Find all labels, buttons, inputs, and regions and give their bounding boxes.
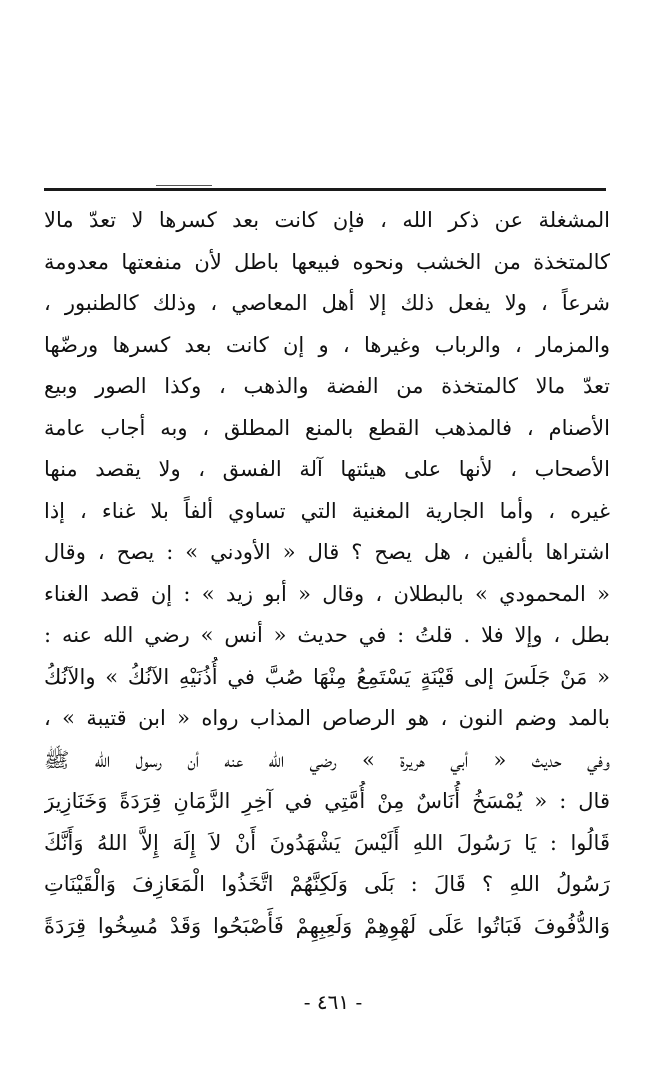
text-line: اشتراها بألفين ، هل يصح ؟ قال « الأودني » : يصح ، وقال: [44, 540, 610, 564]
text-line: شرعاً ، ولا يفعل ذلك إلا أهل المعاصي ، وذلك كالطنبور ،: [44, 291, 610, 315]
text-line: « المحمودي » بالبطلان ، وقال « أبو زيد » : إن قصد الغناء: [44, 581, 610, 606]
header-rule-short: [156, 185, 212, 186]
text-line: كالمتخذة من الخشب ونحوه فبيعها باطل لأن منفعتها معدومة: [44, 249, 610, 274]
text-line: وفي حديث « أبي هريرة » رضي الله عنه أن رسول الله ﷺ: [44, 747, 610, 772]
hadith-line: قال : « يُمْسَخُ أُنَاسٌ مِنْ أُمَّتِي في آخِرِ الزَّمَانِ قِرَدَةً وَخَنَازِيرَ: [44, 789, 610, 813]
text-line: الأصحاب ، لأنها على هيئتها آلة الفسق ، ولا يقصد منها: [44, 457, 610, 481]
hadith-line: قَالُوا : يَا رَسُولَ اللهِ أَلَيْسَ يَشْهَدُونَ أَنْ لاَ إِلَهَ إِلاَّ اللهُ وَأَنَّكَ: [44, 830, 610, 855]
hadith-line: رَسُولُ اللهِ ؟ قَالَ : بَلَى وَلَكِنَّهُمْ اتَّخَذُوا الْمَعَازِفَ وَالْقَيْنَاتِ: [44, 872, 610, 896]
text-line: غيره ، وأما الجارية المغنية التي تساوي ألفاً بلا غناء ، إذا: [44, 498, 610, 523]
hadith-line: وَالدُّفُوفَ فَبَاتُوا عَلَى لَهْوِهِمْ وَلَعِبِهِمْ فَأَصْبَحُوا وَقَدْ مُسِخُوا قِرَدَةً: [44, 913, 610, 938]
hadith-line: « مَنْ جَلَسَ إلى قَيْنَةٍ يَسْتَمِعُ مِنْهَا صُبَّ في أُذُنَيْهِ الآنُكُ » والآنُكُ: [44, 664, 610, 689]
page-number: - ٤٦١ -: [303, 990, 363, 1014]
header-rule: [44, 188, 606, 191]
text-line: والمزمار ، والرباب وغيرها ، و إن كانت بعد كسرها ورضّها: [44, 332, 610, 357]
text-line: بطل ، وإلا فلا . قلتُ : في حديث « أنس » رضي الله عنه :: [44, 623, 610, 647]
body-text: [44, 200, 610, 947]
text-line: الأصنام ، فالمذهب القطع بالمنع المطلق ، وبه أجاب عامة: [44, 415, 610, 440]
text-line: بالمد وضم النون ، هو الرصاص المذاب رواه « ابن قتيبة » ،: [44, 706, 610, 730]
text-line: تعدّ مالا كالمتخذة من الفضة والذهب ، وكذا الصور وبيع: [44, 374, 610, 398]
text-line: المشغلة عن ذكر الله ، فإن كانت بعد كسرها لا تعدّ مالا: [44, 208, 610, 232]
